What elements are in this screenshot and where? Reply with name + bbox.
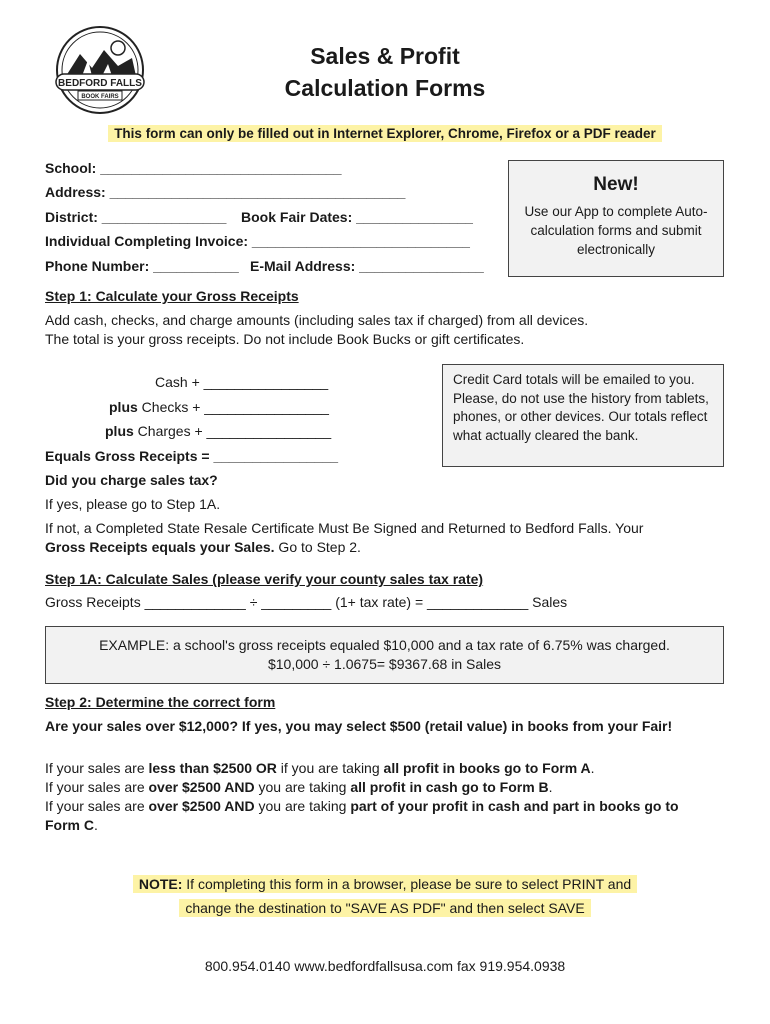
note-line1: If completing this form in a browser, please be sure to select PRINT and <box>182 876 632 892</box>
new-text: Use our App to complete Auto-calculation forms and submit electronically <box>524 204 708 257</box>
step1a-formula[interactable]: Gross Receipts _____________ ÷ _________ (1+ tax rate) = _____________ Sales <box>45 594 568 610</box>
c-part2: over $2500 AND <box>148 798 255 814</box>
example-box <box>45 626 724 684</box>
equals-gross-field[interactable]: Equals Gross Receipts = ________________ <box>45 448 339 464</box>
b-part5: . <box>548 779 553 795</box>
gross-equals-sales: Gross Receipts equals your Sales. <box>45 539 275 555</box>
c-part3: you are taking <box>254 798 351 814</box>
a-part2: less than $2500 OR <box>148 760 277 776</box>
credit-card-note-box: Credit Card totals will be emailed to you. Please, do not use the history from tablets, phones, or other devices. Our totals reflect what actually cleared the bank. <box>442 364 724 467</box>
step1-line2: The total is your gross receipts. Do not include Book Bucks or gift certificates. <box>45 331 525 347</box>
new-heading: New! <box>593 174 639 195</box>
district-field[interactable]: District: ________________ <box>45 209 227 225</box>
b-part1: If your sales are <box>45 779 149 795</box>
a-part5: . <box>590 760 595 776</box>
title-line1: Sales & Profit <box>310 43 460 69</box>
logo-subtext: BOOK FAIRS <box>81 94 119 100</box>
if-yes-text: If yes, please go to Step 1A. <box>45 496 221 512</box>
b-part2: over $2500 AND <box>148 779 255 795</box>
page-title <box>0 40 770 104</box>
checks-text: Checks + ________________ <box>137 399 329 415</box>
step1-line1: Add cash, checks, and charge amounts (including sales tax if charged) from all devices. <box>45 312 589 328</box>
form-c-rule <box>45 797 679 816</box>
if-not-line1: If not, a Completed State Resale Certificate Must Be Signed and Returned to Bedford Falls. Your <box>45 520 644 536</box>
form-a-rule <box>45 759 595 778</box>
charges-field[interactable] <box>105 423 331 439</box>
note-line2: change the destination to "SAVE AS PDF" and then select SAVE <box>179 899 590 917</box>
browser-warning-text: This form can only be filled out in Internet Explorer, Chrome, Firefox or a PDF reader <box>108 125 662 142</box>
a-part3: if you are taking <box>276 760 384 776</box>
school-field[interactable]: School: _______________________________ <box>45 160 342 176</box>
step1a-heading: Step 1A: Calculate Sales (please verify your county sales tax rate) <box>45 571 484 587</box>
title-line2: Calculation Forms <box>284 75 486 101</box>
step2-question: Are your sales over $12,000? If yes, you may select $500 (retail value) in books from your Fair! <box>45 718 673 734</box>
go-to-step2: Go to Step 2. <box>274 539 361 555</box>
logo-text: BEDFORD FALLS <box>58 78 142 89</box>
print-note <box>0 872 770 920</box>
phone-field[interactable]: Phone Number: ___________ <box>45 258 239 274</box>
a-part4: all profit in books go to Form A <box>383 760 591 776</box>
checks-plus: plus <box>109 399 138 415</box>
address-field[interactable]: Address: ______________________________________ <box>45 184 406 200</box>
form-b-rule <box>45 778 553 797</box>
example-line2: $10,000 ÷ 1.0675= $9367.68 in Sales <box>267 655 502 672</box>
step2-heading: Step 2: Determine the correct form <box>45 694 276 710</box>
form-c-rule-cont <box>45 816 98 835</box>
browser-warning <box>0 126 770 141</box>
cash-field[interactable]: Cash + ________________ <box>155 374 329 390</box>
c-part6: . <box>94 817 98 833</box>
step1-heading: Step 1: Calculate your Gross Receipts <box>45 288 299 304</box>
new-app-box <box>508 160 724 277</box>
individual-field[interactable]: Individual Completing Invoice: ____________________________ <box>45 233 470 249</box>
b-part4: all profit in cash go to Form B <box>350 779 549 795</box>
note-label: NOTE: <box>138 876 183 892</box>
if-not-line2 <box>45 538 361 557</box>
c-part4: part of your profit in cash and part in books go to <box>350 798 679 814</box>
checks-field[interactable] <box>109 399 329 415</box>
tax-question: Did you charge sales tax? <box>45 472 218 488</box>
c-part1: If your sales are <box>45 798 149 814</box>
a-part1: If your sales are <box>45 760 149 776</box>
email-field[interactable]: E-Mail Address: ________________ <box>250 258 484 274</box>
book-fair-dates-field[interactable]: Book Fair Dates: _______________ <box>241 209 473 225</box>
footer-contact: 800.954.0140 www.bedfordfallsusa.com fax 919.954.0938 <box>204 958 566 974</box>
charges-plus: plus <box>105 423 134 439</box>
charges-text: Charges + ________________ <box>133 423 332 439</box>
b-part3: you are taking <box>254 779 351 795</box>
example-line1: EXAMPLE: a school's gross receipts equaled $10,000 and a tax rate of 6.75% was charged. <box>99 637 670 653</box>
c-part5: Form C <box>45 817 94 833</box>
